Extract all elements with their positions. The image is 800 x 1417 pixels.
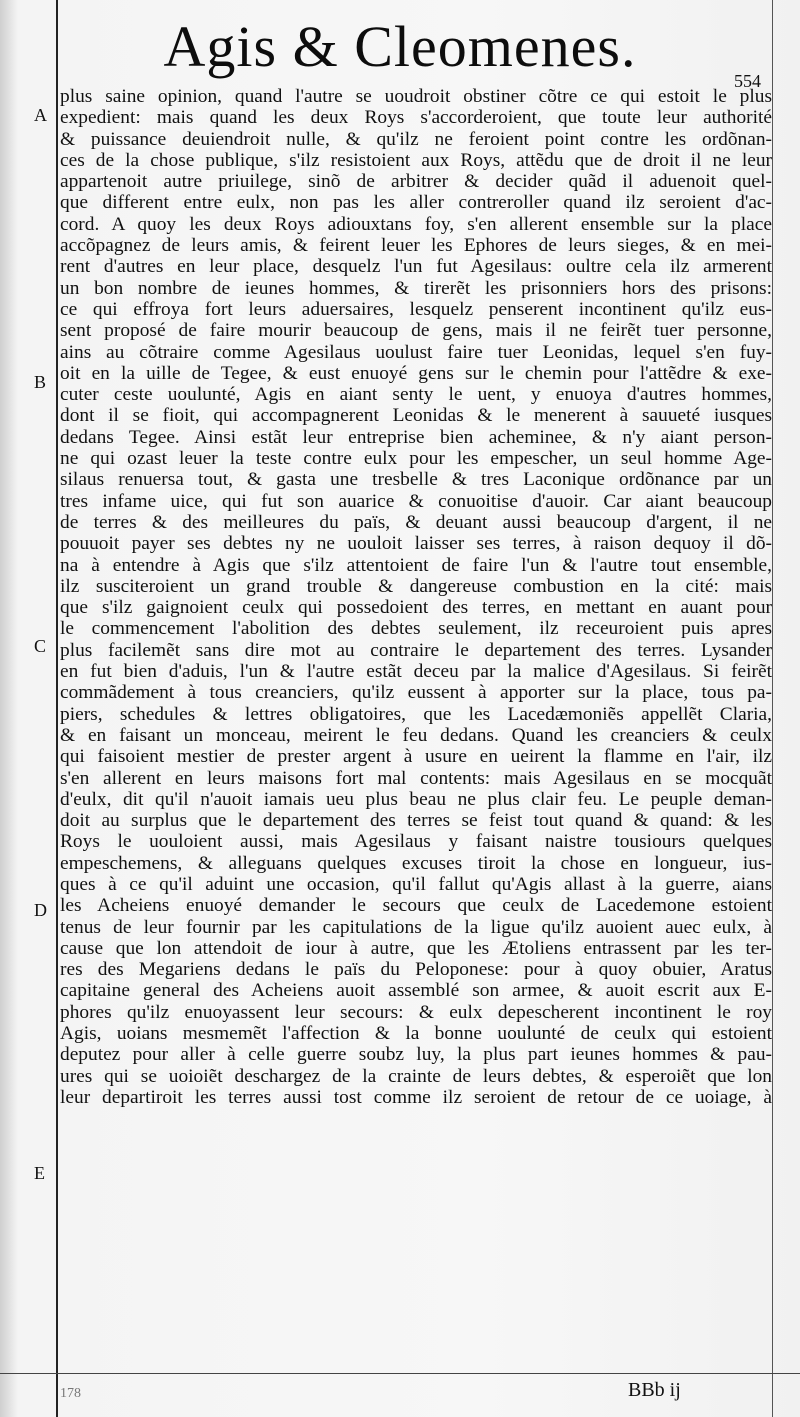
- margin-letter-e: E: [34, 1163, 45, 1183]
- text-line: pouuoit payer ses debtes ny ne uouloit laisser ses terres, à raison dequoy il dõ-: [60, 533, 772, 555]
- text-line: ains au cõtraire comme Agesilaus uoulust faire tuer Leonidas, lequel s'en fuy-: [60, 341, 772, 363]
- left-margin-rule: [56, 0, 58, 1417]
- body-text: [60, 86, 772, 1108]
- text-line: empeschemens, & alleguans quelques excuses tiroit la chose en longueur, ius-: [60, 852, 772, 874]
- text-line: silaus renuersa tout, & gasta une tresbelle & tres Laconique ordõnance par un: [60, 469, 772, 491]
- text-line: & en faisant un monceau, meirent le feu dedans. Quand les creanciers & ceulx: [60, 724, 772, 746]
- margin-letter-d: D: [34, 900, 47, 920]
- bottom-rule: [0, 1373, 800, 1374]
- text-line: les Acheiens enuoyé demander le secours que ceulx de Lacedemone estoient: [60, 895, 772, 917]
- text-line: tres infame uice, qui fut son auarice & conuoitise d'auoir. Car aiant beaucoup: [60, 490, 772, 512]
- text-line: plus saine opinion, quand l'autre se uoudroit obstiner cõtre ce qui estoit le plus: [60, 86, 772, 107]
- text-line: qui faisoient mestier de prester argent à usure en ueirent la flamme en l'air, ilz: [60, 746, 772, 768]
- text-line: cord. A quoy les deux Roys adiouxtans foy, s'en allerent ensemble sur la place: [60, 213, 772, 235]
- text-line: cause que lon attendoit de iour à autre, que les Ætoliens entrassent par les ter-: [60, 937, 772, 959]
- text-line: ilz susciteroient un grand trouble & dangereuse combustion en la cité: mais: [60, 575, 772, 597]
- text-line: d'eulx, dit qu'il n'auoit iamais ueu plus beau ne plus clair feu. Le peuple deman-: [60, 788, 772, 810]
- text-line: ques à ce qu'il aduint une occasion, qu'il fallut qu'Agis allast à la guerre, aians: [60, 873, 772, 895]
- text-line: rent d'autres en leur place, desquelz l'un fut Agesilaus: oultre cela ilz armerent: [60, 256, 772, 278]
- text-line: capitaine general des Acheiens auoit assemblé son armee, & auoit escrit aux E-: [60, 980, 772, 1002]
- margin-letter-b: B: [34, 372, 47, 392]
- text-line: accõpagnez de leurs amis, & feirent leuer les Ephores de leurs sieges, & en mei-: [60, 235, 772, 257]
- text-line: doit au surplus que le departement des terres se feist tout quand & quand: & les: [60, 810, 772, 832]
- text-line: Agis, uoians mesmemẽt l'affection & la bonne uoulunté de ceulx qui estoient: [60, 1023, 772, 1045]
- text-line: sent proposé de faire mourir beaucoup de gens, mais il ne feirẽt tuer personne,: [60, 320, 772, 342]
- text-line: un bon nombre de ieunes hommes, & tirerẽt les prisonniers hors des prisons:: [60, 277, 772, 299]
- text-line: expedient: mais quand les deux Roys s'accorderoient, que toute leur authorité: [60, 107, 772, 129]
- text-line: que different entre eulx, non pas les aller contreroller quand ilz seroient d'ac-: [60, 192, 772, 214]
- text-line: s'en allerent en leurs maisons fort mal contents: mais Agesilaus en se mocquãt: [60, 767, 772, 789]
- text-line: dedans Tegee. Ainsi estãt leur entreprise bien acheminee, & n'y aiant person-: [60, 426, 772, 448]
- text-line: ures qui se uoioiẽt deschargez de la crainte de leurs debtes, & esperoiẽt que lon: [60, 1065, 772, 1087]
- text-line: en fut bien d'aduis, l'un & l'autre estãt deceu par la malice d'Agesilaus. Si feirẽt: [60, 661, 772, 683]
- text-line: ces de la chose publique, s'ilz resistoient aux Roys, attẽdu que de droit il ne leur: [60, 149, 772, 171]
- page-title: Agis & Cleomenes.: [163, 14, 637, 79]
- text-line: oit en la uille de Tegee, & eust enuoyé gens sur le chemin pour l'attẽdre & exe-: [60, 362, 772, 384]
- text-line: & puissance deuiendroit nulle, & qu'ilz ne feroient point contre les ordõnan-: [60, 128, 772, 150]
- text-line: le commencement l'abolition des debtes seulement, ilz receuroient puis apres: [60, 618, 772, 640]
- text-line: phores qu'ilz enuoyassent leur secours: & eulx depescherent incontinent le roy: [60, 1001, 772, 1023]
- text-line: que s'ilz gaignoient ceulx qui possedoient des terres, en mettant en auant pour: [60, 597, 772, 619]
- text-line: cuter ceste uoulunté, Agis en aiant senty le uent, y enuoya d'autres hommes,: [60, 384, 772, 406]
- margin-letter-a: A: [34, 105, 47, 125]
- text-line: na à entendre à Agis que s'ilz attentoient de faire l'un & l'autre tout ensemble,: [60, 554, 772, 576]
- right-margin-rule: [772, 0, 773, 1417]
- text-line: res des Megariens dedans le païs du Peloponese: pour à quoy obuier, Aratus: [60, 959, 772, 981]
- text-line: deputez pour aller à celle guerre soubz luy, la plus part ieunes hommes & pau-: [60, 1044, 772, 1066]
- text-line: leur departiroit les terres aussi tost comme ilz seroient de retour de ce uoiage, à: [60, 1086, 772, 1108]
- signature-mark: BBb ij: [628, 1379, 681, 1401]
- folio-number: 554: [734, 71, 761, 91]
- text-line: dont il se fioit, qui accompagnerent Leonidas & le menerent à sauueté iusques: [60, 405, 772, 427]
- text-line: ce qui effroya fort leurs aduersaires, lesquelz penserent incontinent qu'ilz eus-: [60, 298, 772, 320]
- text-line: de terres & des meilleures du païs, & deuant aussi beaucoup d'argent, il ne: [60, 511, 772, 533]
- page-scrap-number: 178: [60, 1386, 81, 1401]
- text-line: piers, schedules & lettres obligatoires, que les Lacedæmoniẽs appellẽt Claria,: [60, 703, 772, 725]
- text-line: commãdement à tous creanciers, qu'ilz eussent à apporter sur la place, tous pa-: [60, 682, 772, 704]
- margin-letter-c: C: [34, 636, 47, 656]
- text-line: plus facilemẽt sans dire mot au contraire le departement des terres. Lysander: [60, 639, 772, 661]
- text-line: appartenoit autre priuilege, sinõ de arbitrer & decider quãd il aduenoit quel-: [60, 171, 772, 193]
- text-line: tenus de leur fournir par les capitulations de la ligue qu'ilz auoient auec eulx, à: [60, 916, 772, 938]
- text-line: Roys le uouloient aussi, mais Agesilaus y faisant naistre tousiours quelques: [60, 831, 772, 853]
- text-line: ne qui ozast leuer la teste contre eulx pour les empescher, un seul homme Age-: [60, 448, 772, 470]
